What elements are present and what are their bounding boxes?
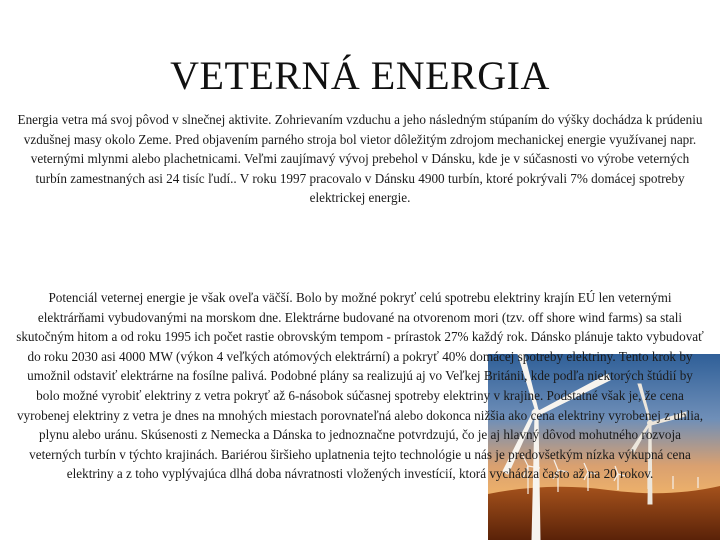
slide-title: VETERNÁ ENERGIA xyxy=(170,53,550,98)
paragraph-wind-potential: Potenciál veternej energie je však oveľa väčší. Bolo by možné pokryť celú spotrebu elektriny krajín EÚ len veternými elektrárňami vybudovanými na morskom dne. Elektrárne budované na otvorenom mori (tzv. off shore wind farms) sa stali skutočným hitom a od roku 1995 ich počet rastie obrovským tempom - prírastok 27% každý rok. Dánsko plánuje takto vybudovať do roku 2030 asi 4000 MW (výkon 4 veľkých atómových elektrární) a pokryť 40% domácej spotreby elektriny. Tento krok by umožnil odstaviť elektrárne na fosílne palivá. Podobné plány sa realizujú aj vo Veľkej Británii, kde podľa niektorých štúdií by bolo možné vyrobiť elektriny z vetra pokryť až 6-násobok súčasnej spotreby elektriny v krajine. Podstatné však je, že cena vyrobenej elektriny z vetra je dnes na mnohých miestach porovnateľná alebo dokonca nižšia ako cena elektriny vyrobenej z uhlia, plynu alebo uránu. Skúsenosti z Nemecka a Dánska to jednoznačne potvrdzujú, čo je aj hlavný dôvod mohutného rozvoja veterných turbín v týchto krajinách. Bariérou širšieho uplatnenia tejto technológie u nás je predovšetkým nízka výkupná cena elektriny a z toho vyplývajúca dlhá doba návratnosti vložených investícií, ktorá vychádza často až na 20 rokov. xyxy=(16,290,704,482)
paragraph-wind-origin: Energia vetra má svoj pôvod v slnečnej aktivite. Zohrievaním vzduchu a jeho následným stúpaním do výšky dochádza k prúdeniu vzdušnej masy okolo Zeme. Pred objavením parného stroja bol vietor dôležitým zdrojom mechanickej energie využívanej napr. veternými mlynmi alebo plachetnicami. Veľmi zaujímavý vývoj prebehol v Dánsku, kde je v súčasnosti vo výrobe veterných turbín zamestnaných asi 24 tisíc ľudí.. V roku 1997 pracovalo v Dánsku 4900 turbín, ktoré pokrývali 7% domácej spotreby elektrickej energie. xyxy=(17,112,703,206)
